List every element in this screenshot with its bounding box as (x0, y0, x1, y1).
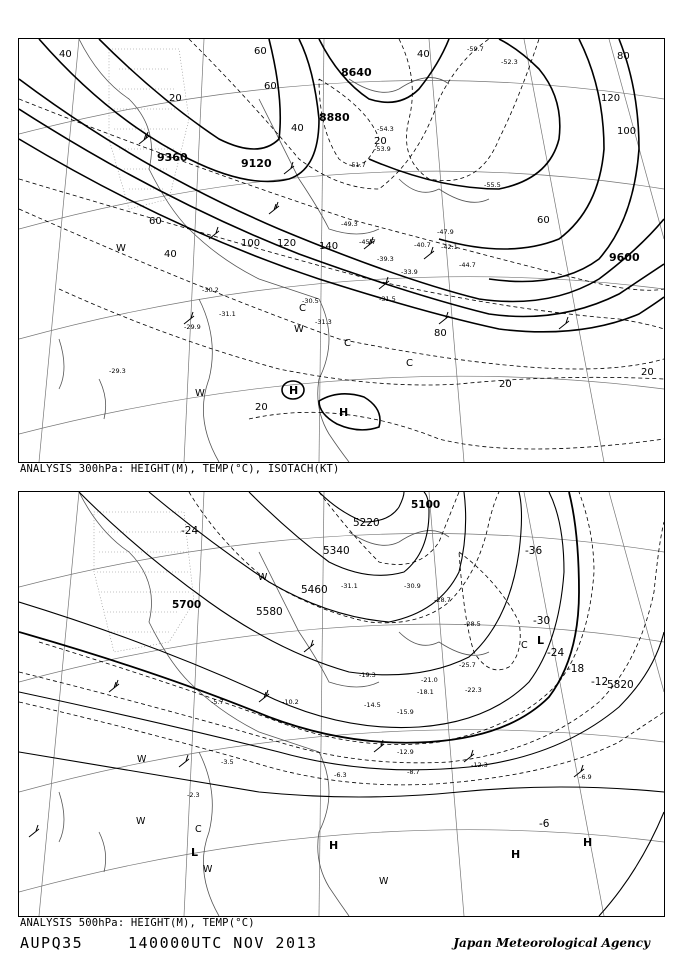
station-temp: -2.3 (187, 791, 200, 799)
chart-300hpa (18, 38, 665, 463)
station-temp: -10.2 (282, 698, 299, 706)
height-label: 5700 (172, 599, 202, 611)
isotach-label: 140 (319, 241, 339, 252)
station-temp: -6.9 (579, 773, 592, 781)
low-center: L (191, 846, 199, 859)
chart-code: AUPQ35 (20, 934, 84, 952)
isotach-label: 80 (434, 328, 447, 339)
isotach-label: 20 (374, 136, 387, 147)
station-temp: -52.3 (501, 58, 518, 66)
chart-500hpa-map (19, 492, 664, 916)
station-temp: -22.3 (465, 686, 482, 694)
station-temp: -18.1 (417, 688, 434, 696)
caption-300hpa: ANALYSIS 300hPa: HEIGHT(M), TEMP(°C), ISOTACH(KT) (20, 463, 340, 475)
isotach-label: 60 (149, 216, 162, 227)
height-label: 5100 (411, 499, 441, 511)
station-temp: -6.3 (334, 771, 347, 779)
isotherm-label: -18 (567, 663, 585, 675)
height-label: 5580 (256, 606, 283, 618)
station-temp: -45.7 (359, 238, 376, 246)
isotach-label: 40 (291, 123, 304, 134)
station-temp: -29.3 (109, 367, 126, 375)
height-label: 9600 (609, 251, 640, 264)
high-center: H (511, 848, 521, 861)
station-temp: -31.1 (219, 310, 236, 318)
low-center: L (537, 634, 545, 647)
station-temp: -30.9 (404, 582, 421, 590)
coastline (59, 492, 489, 916)
warm-marker: W (258, 572, 268, 583)
station-temp: -49.3 (341, 220, 358, 228)
station-temp: -33.9 (401, 268, 418, 276)
station-temp: -15.9 (397, 708, 414, 716)
isotach-label: 60 (254, 46, 267, 57)
height-label: 8880 (319, 111, 350, 124)
isotherm-label: -12 (591, 676, 609, 688)
isotach-label: 80 (617, 51, 630, 62)
station-temp: -51.7 (349, 161, 366, 169)
isotherm-label: -24 (547, 647, 565, 659)
isotach-label: 40 (164, 249, 177, 260)
isotach-label: 60 (264, 81, 277, 92)
bold-contour (19, 492, 579, 743)
station-temp: -29.9 (184, 323, 201, 331)
isotach-label: 20 (255, 402, 268, 413)
station-temp: -31.1 (341, 582, 358, 590)
warm-marker: W (136, 816, 146, 827)
height-label: 5460 (301, 584, 328, 596)
station-temp: -39.3 (377, 255, 394, 263)
station-temp: -3.5 (221, 758, 234, 766)
warm-marker: W (195, 388, 205, 399)
temp-markers (116, 243, 413, 399)
isotherm-label: -36 (525, 545, 543, 557)
height-labels (157, 66, 640, 264)
caption-500hpa: ANALYSIS 500hPa: HEIGHT(M), TEMP(°C) (20, 917, 255, 929)
station-temp: -30.5 (302, 297, 319, 305)
station-temp: -59.7 (467, 45, 484, 53)
isotherm-label: -6 (539, 818, 550, 830)
isotach-label: 20 (499, 379, 512, 390)
isotherm-labels (181, 525, 608, 830)
cold-marker: C (195, 824, 202, 835)
isotach-label: 120 (277, 238, 297, 249)
station-temp: -12.9 (397, 748, 414, 756)
chart-valid-time: 140000UTC NOV 2013 (128, 934, 318, 952)
station-temp: -53.9 (374, 145, 391, 153)
station-temp: -14.5 (364, 701, 381, 709)
station-temp: -31.5 (379, 295, 396, 303)
station-temp: -40.7 (414, 241, 431, 249)
station-temp: -28.7 (434, 596, 451, 604)
isotach-label: 20 (169, 93, 182, 104)
station-temp: -21.0 (421, 676, 438, 684)
isotherm-label: -30 (533, 615, 551, 627)
cold-marker: C (521, 640, 528, 651)
station-temp: -31.3 (315, 318, 332, 326)
isotach-label: 40 (59, 49, 72, 60)
isotach-label: 120 (601, 93, 621, 104)
high-center: H (329, 839, 339, 852)
height-label: 5820 (607, 679, 634, 691)
station-temp: -8.7 (407, 768, 420, 776)
warm-marker: W (137, 754, 147, 765)
height-label: 5220 (353, 517, 380, 529)
cold-marker: C (406, 358, 413, 369)
warm-marker: W (116, 243, 126, 254)
warm-marker: W (379, 876, 389, 887)
height-label: 9360 (157, 151, 188, 164)
station-temp: -30.2 (202, 286, 219, 294)
station-temp: -28.5 (464, 620, 481, 628)
high-center: H (583, 836, 593, 849)
height-label: 5340 (323, 545, 350, 557)
station-temp: -19.3 (359, 671, 376, 679)
chart-300hpa-map (19, 39, 664, 462)
isotach-label: 20 (641, 367, 654, 378)
station-temp: -25.7 (459, 661, 476, 669)
isotherm-label: -24 (181, 525, 199, 537)
station-temp: -42.1 (441, 243, 458, 251)
height-label: 9120 (241, 157, 272, 170)
isotach-label: 40 (417, 49, 430, 60)
isotach-label: 60 (537, 215, 550, 226)
station-temp: -54.3 (377, 125, 394, 133)
isotach-label: 100 (617, 126, 637, 137)
isotach-labels (59, 46, 654, 413)
cold-marker: C (299, 303, 306, 314)
chart-500hpa (18, 491, 665, 917)
station-temp: -44.7 (459, 261, 476, 269)
agency-name: Japan Meteorological Agency (453, 936, 650, 950)
station-temp: -55.5 (484, 181, 501, 189)
pressure-centers (191, 634, 592, 861)
high-center: H (339, 406, 349, 419)
warm-marker: W (203, 864, 213, 875)
isotach-label: 100 (241, 238, 261, 249)
stipple-region (94, 512, 194, 652)
warm-marker: W (294, 324, 304, 335)
station-temps (187, 582, 592, 799)
station-temp: -47.9 (437, 228, 454, 236)
height-labels (172, 499, 634, 691)
high-center: H (289, 384, 299, 397)
cold-marker: C (344, 338, 351, 349)
station-temp: -12.3 (471, 761, 488, 769)
height-label: 8640 (341, 66, 372, 79)
station-temp: -5.7 (211, 698, 224, 706)
